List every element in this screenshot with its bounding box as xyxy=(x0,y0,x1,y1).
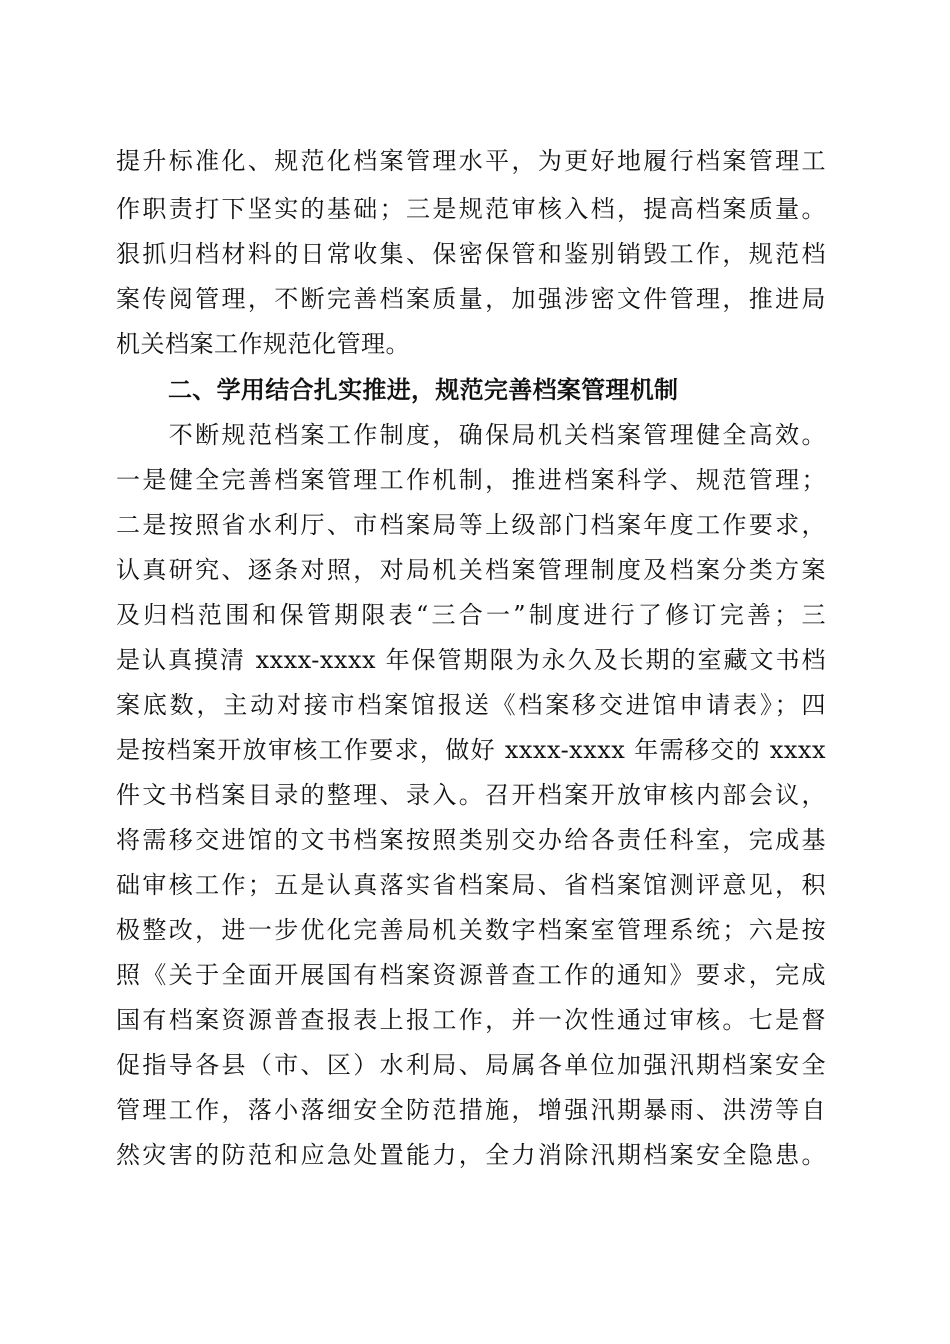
paragraph-line: 础审核工作；五是认真落实省档案局、省档案馆测评意见，积 xyxy=(116,871,826,899)
paragraph-line: 国有档案资源普查报表上报工作，并一次性通过审核。七是督 xyxy=(116,1006,826,1034)
paragraph-line: 极整改，进一步优化完善局机关数字档案室管理系统；六是按 xyxy=(116,916,826,944)
paragraph-line: 二是按照省水利厅、市档案局等上级部门档案年度工作要求， xyxy=(116,511,826,539)
paragraph-line: 案底数，主动对接市档案馆报送《档案移交进馆申请表》；四 xyxy=(116,691,826,719)
paragraph-line: 机关档案工作规范化管理。 xyxy=(116,330,410,358)
paragraph-line: 管理工作，落小落细安全防范措施，增强汛期暴雨、洪涝等自 xyxy=(116,1096,826,1124)
paragraph-line: 一是健全完善档案管理工作机制，推进档案科学、规范管理； xyxy=(116,466,826,494)
paragraph-line: 将需移交进馆的文书档案按照类别交办给各责任科室，完成基 xyxy=(116,826,826,854)
paragraph-line: 是认真摸清 xxxx-xxxx 年保管期限为永久及长期的室藏文书档 xyxy=(116,646,826,674)
paragraph-line: 提升标准化、规范化档案管理水平，为更好地履行档案管理工 xyxy=(116,147,826,175)
paragraph-line: 然灾害的防范和应急处置能力，全力消除汛期档案安全隐患。 xyxy=(116,1141,826,1169)
paragraph-line: 不断规范档案工作制度，确保局机关档案管理健全高效。 xyxy=(116,421,826,449)
paragraph-line: 促指导各县（市、区）水利局、局属各单位加强汛期档案安全 xyxy=(116,1051,826,1079)
paragraph-line: 作职责打下坚实的基础；三是规范审核入档，提高档案质量。 xyxy=(116,195,826,223)
paragraph-line: 件文书档案目录的整理、录入。召开档案开放审核内部会议， xyxy=(116,781,826,809)
paragraph-line: 是按档案开放审核工作要求，做好 xxxx-xxxx 年需移交的 xxxx xyxy=(116,736,826,764)
paragraph-line: 案传阅管理，不断完善档案质量，加强涉密文件管理，推进局 xyxy=(116,285,826,313)
section-heading: 二、学用结合扎实推进，规范完善档案管理机制 xyxy=(168,376,679,404)
paragraph-line: 及归档范围和保管期限表“三合一”制度进行了修订完善；三 xyxy=(116,601,826,629)
paragraph-line: 照《关于全面开展国有档案资源普查工作的通知》要求，完成 xyxy=(116,961,826,989)
paragraph-line: 认真研究、逐条对照，对局机关档案管理制度及档案分类方案 xyxy=(116,556,826,584)
paragraph-line: 狠抓归档材料的日常收集、保密保管和鉴别销毁工作，规范档 xyxy=(116,240,826,268)
